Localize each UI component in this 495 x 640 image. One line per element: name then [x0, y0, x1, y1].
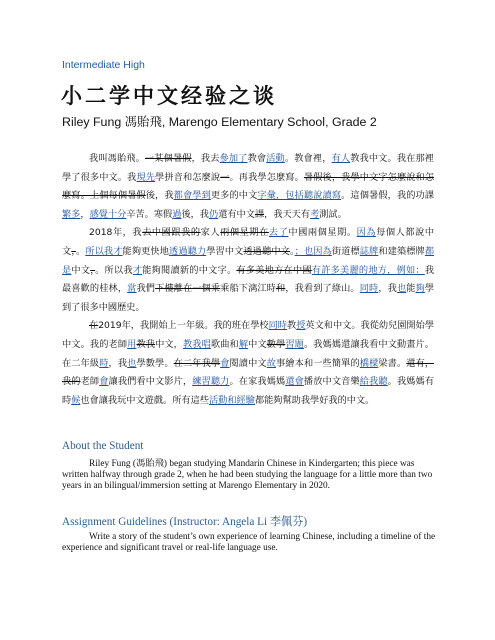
inserted-text: 誌牌 [359, 245, 379, 257]
deleted-text: 和 [276, 283, 286, 295]
inserted-text: 用 [127, 338, 137, 350]
essay-text: 英文和中文。我從幼兒園開始學中文。我的老 [62, 320, 435, 350]
essay-paragraph-3 [62, 317, 434, 410]
essay-text: 閱讀中文 [229, 357, 267, 369]
inserted-text: 習題 [285, 338, 304, 350]
essay-text: 還有中文 [218, 208, 255, 220]
essay-text: 乘船下漓江時 [220, 283, 276, 295]
essay-text: ，我看到了綠山。 [285, 283, 360, 295]
deleted-text: 一 [220, 171, 230, 183]
essay-text: 。這個暑假，我的功課 [341, 190, 435, 202]
guidelines-text [62, 532, 440, 554]
essay-text: 能 [406, 283, 416, 295]
inserted-text: 有許多美麗的地方，例如： [311, 264, 425, 276]
essay-text: 我叫馮貽飛 [89, 153, 136, 164]
essay-text: 每個人都說中文 [62, 227, 435, 257]
essay-text: ， [80, 208, 90, 220]
essay-text: 後，我 [145, 190, 174, 202]
essay-text: ， [264, 208, 274, 220]
inserted-text: 練習聽力 [192, 376, 230, 388]
essay-text: ，我 [378, 283, 397, 295]
inserted-text: 授 [296, 320, 306, 332]
inserted-text: 繁多 [62, 208, 81, 220]
inserted-text: ；也因為 [294, 245, 332, 257]
inserted-text: 也 [396, 283, 407, 295]
essay-text: 我天天有 [273, 208, 311, 220]
essay-text: 測試。 [319, 208, 347, 220]
essay-text: 中文， [155, 338, 183, 350]
essay-text: 歌曲和 [210, 338, 239, 350]
inserted-text: 活動 [266, 153, 285, 164]
inserted-text: 都會學到 [173, 190, 211, 202]
essay-text: 街道標 [331, 245, 360, 257]
deleted-text: 去中國跟我的 [142, 227, 201, 239]
inserted-text: 橋樑 [359, 357, 379, 369]
essay-text: 。 [76, 245, 86, 257]
inserted-text: 感覺十分 [89, 208, 127, 220]
deleted-text: 兩個星期在 [220, 227, 269, 239]
inserted-text: 過 [172, 208, 182, 220]
essay-paragraph-1 [62, 150, 434, 224]
deleted-text: 暑假後，我學中文字怎麼說和怎麼寫。上個每個暑假 [62, 171, 435, 202]
deleted-text: ， [90, 264, 96, 276]
deleted-text: 數學 [266, 338, 286, 350]
essay-text: 學數學。 [136, 357, 174, 369]
essay-text: 更多的中文 [210, 190, 258, 202]
inserted-text: 教我唱 [182, 338, 211, 350]
deleted-text: 還有，我的 [62, 357, 435, 388]
essay-text: 也會讓我玩中文遊戲。所有這些 [80, 394, 209, 406]
essay-text: ，我 [108, 357, 128, 369]
inserted-text: 現先 [136, 171, 156, 183]
essay-paragraph-2 [62, 224, 434, 317]
essay-text: 辛苦。寒假 [126, 208, 173, 220]
deleted-text: 課 [254, 208, 265, 220]
inserted-text: 參加了 [219, 153, 248, 164]
inserted-text: 時 [99, 357, 109, 369]
essay-text: 都能夠幫助我學好我的中文。 [254, 394, 375, 406]
essay-text: 梁書。 [378, 357, 407, 369]
essay-text: 和建築標牌 [378, 245, 425, 257]
inserted-text: 候 [71, 394, 81, 406]
essay-text: 教 [287, 320, 297, 332]
essay-text: 能夠更快地 [122, 245, 170, 257]
essay-text: 。我媽媽有時 [62, 376, 435, 406]
deleted-text: 有多美地方在中國 [236, 264, 312, 276]
inserted-text: 仍 [209, 208, 219, 220]
essay-text: 。 [135, 153, 145, 164]
author-byline: Riley Fung 馮貽飛, Marengo Elementary School, Grade 2 [62, 115, 377, 129]
inserted-text: 夠 [415, 283, 425, 295]
essay-text: ，我去 [191, 153, 220, 164]
inserted-text: 會 [220, 357, 230, 369]
essay-text: 2019年，我開始上一年級。我的班在學校 [98, 320, 269, 332]
inserted-text: 故 [266, 357, 277, 369]
inserted-text: 去了 [268, 227, 289, 239]
essay-text: 中文 [71, 264, 91, 276]
inserted-text: 透過聽力 [169, 245, 207, 257]
essay-text: 教我中文。 [350, 153, 397, 164]
essay-text: 家人 [200, 227, 221, 239]
essay-text: 中國兩個星期。 [288, 227, 357, 239]
deleted-text: 教我 [136, 338, 156, 350]
essay-text: 播放中文音樂 [303, 376, 360, 388]
deleted-text: 透過聽中文 [243, 245, 290, 257]
essay-title: 小二学中文经验之谈 [61, 84, 277, 108]
essay-text: 2018年，我 [89, 227, 143, 239]
deleted-text: 在二年我學 [173, 357, 221, 369]
about-heading: About the Student [62, 440, 144, 452]
inserted-text: 因為 [356, 227, 377, 239]
deleted-text: ， [71, 245, 77, 257]
essay-text: 中文 [248, 338, 267, 350]
inserted-text: 活動和經驗 [209, 394, 255, 406]
inserted-text: 有人 [331, 153, 351, 164]
essay-text: 。我媽媽還讓我看中文動畫片。在二年級 [62, 338, 435, 369]
essay-text: 學到了很多中國歷史。 [62, 283, 435, 313]
deleted-text: 在 [89, 320, 99, 332]
inserted-text: 會 [99, 376, 109, 388]
inserted-text: 給我聽 [359, 376, 388, 388]
proficiency-level: Intermediate High [62, 59, 145, 71]
essay-text: 我最喜歡的桂林， [62, 264, 435, 295]
inserted-text: 考 [310, 208, 320, 220]
essay-text: 我們 [136, 283, 156, 295]
essay-text: 。所以我 [95, 264, 133, 276]
essay-text: 能夠閱讀新的中文字。 [142, 264, 237, 276]
inserted-text: 當 [127, 283, 137, 295]
essay-text: 學習中文 [206, 245, 244, 257]
guidelines-heading: Assignment Guidelines (Instructor: Angela Li 李佩芬) [62, 516, 308, 528]
inserted-text: 也 [127, 357, 137, 369]
essay-text: 師 [117, 338, 128, 350]
inserted-text: 所以我才 [85, 245, 123, 257]
essay-text: 讓我們看中文影片， [108, 376, 193, 388]
essay-text: 。教會裡， [284, 153, 332, 164]
inserted-text: 字彙，包括聽說讀寫 [257, 190, 342, 202]
essay-text: 教會 [247, 153, 267, 164]
inserted-text: 同時 [268, 320, 287, 332]
essay-body [62, 150, 434, 410]
inserted-text: 才 [132, 264, 143, 276]
essay-text: 。 [289, 245, 295, 257]
essay-text: 我在那裡學了很多中文。我 [62, 153, 434, 183]
essay-text: 事繪本和一些簡單的 [276, 357, 360, 369]
guidelines-paragraph: Write a story of the student’s own experience of learning Chinese, including a timeline of the experience and significant travel or real-life language use. [62, 532, 436, 554]
inserted-text: 解 [238, 338, 249, 350]
essay-text: 後，我 [181, 208, 209, 220]
essay-text: 老師 [80, 376, 100, 388]
inserted-text: 都是 [62, 245, 435, 276]
essay-text: 學拼音和怎麼說 [155, 171, 221, 183]
about-paragraph: Riley Fung (馮貽飛) began studying Mandarin Chinese in Kindergarten; this piece was written halfway through grade 2, when he had been studying the language for a little more than two years in an bilingual/immersion setting at Marengo Elementary in 2020. [62, 459, 433, 492]
deleted-text: 下樓離在一個乘 [155, 283, 221, 295]
essay-text: 。在家我媽媽 [229, 376, 286, 388]
essay-text: 。再我學怎麼寫。 [229, 171, 304, 183]
deleted-text: 一某個暑假 [144, 153, 192, 164]
inserted-text: 還會 [285, 376, 304, 388]
about-text [62, 459, 440, 493]
inserted-text: 同時 [359, 283, 379, 295]
